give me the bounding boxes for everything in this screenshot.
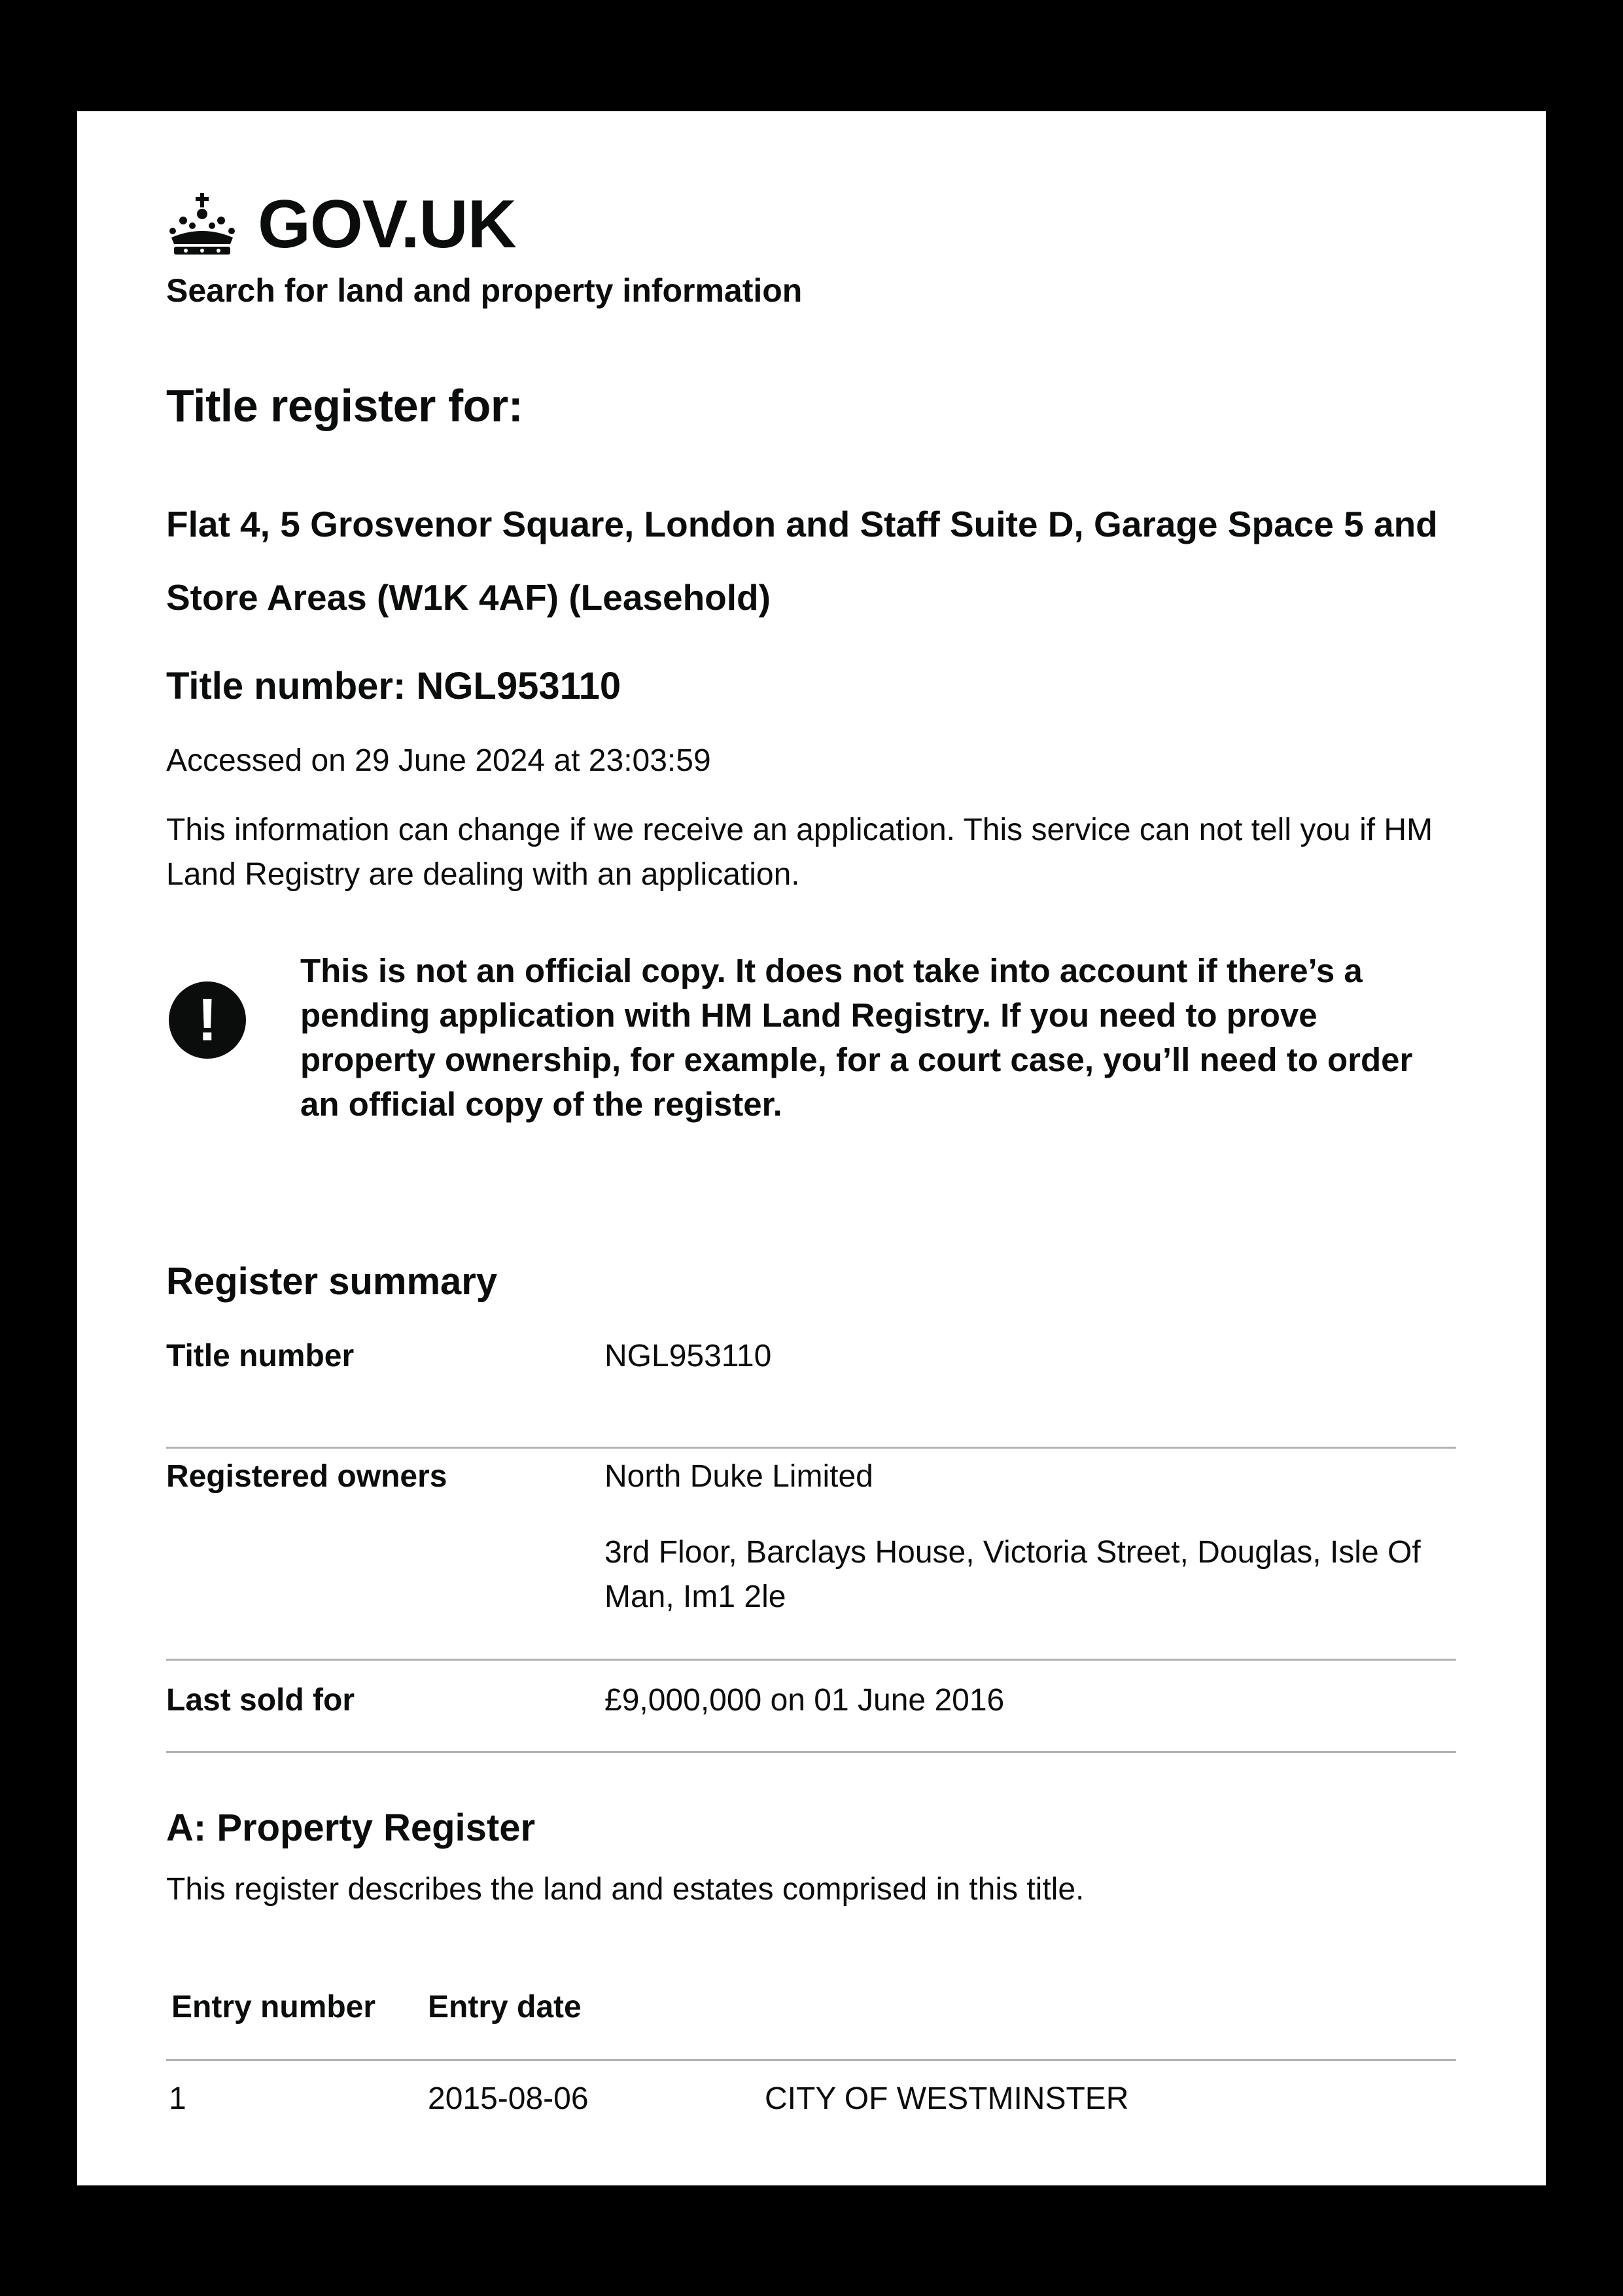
summary-value: NGL953110: [604, 1339, 772, 1373]
page-title: Title register for:: [166, 380, 523, 431]
owner-name: North Duke Limited: [604, 1459, 873, 1494]
warning-text: This is not an official copy. It does not take into account if there’s a pending application with HM Land Registry. If you need to prove property ownership, for example, for a court case, you’ll need to order an official copy of the register.: [300, 952, 1413, 1123]
summary-value: £9,000,000 on 01 June 2016: [604, 1683, 1005, 1718]
change-info-text: This information can change if we receive an application. This service can not tell you if HM Land Registry are dealing with an application.: [166, 813, 1433, 892]
summary-row-title-number: [166, 1328, 1456, 1449]
property-address: Flat 4, 5 Grosvenor Square, London and Staff Suite D, Garage Space 5 and Store Areas (W1K 4AF) (Leasehold): [166, 504, 1438, 618]
logo-text: GOV.UK: [258, 186, 516, 262]
entry-date-cell: 2015-08-06: [428, 2081, 589, 2116]
property-register-heading: A: Property Register: [166, 1807, 536, 1849]
column-header-entry-date: Entry date: [428, 1990, 582, 2024]
summary-value: [604, 1455, 1448, 1619]
accessed-timestamp: Accessed on 29 June 2024 at 23:03:59: [166, 743, 711, 778]
summary-key: Registered owners: [166, 1459, 447, 1494]
title-number-heading: Title number: NGL953110: [166, 665, 621, 707]
summary-key: Last sold for: [166, 1683, 355, 1718]
register-summary-heading: Register summary: [166, 1260, 498, 1303]
owner-address: 3rd Floor, Barclays House, Victoria Street, Douglas, Isle Of Man, Im1 2le: [604, 1535, 1421, 1614]
summary-row-registered-owners: [166, 1449, 1456, 1661]
entry-text-cell: CITY OF WESTMINSTER: [765, 2081, 1129, 2116]
entries-table-header: [166, 1983, 1456, 2061]
govuk-logo[interactable]: [166, 188, 516, 260]
property-register-description: This register describes the land and estates comprised in this title.: [166, 1872, 1085, 1907]
crown-icon: [166, 192, 238, 257]
warning-icon: !: [169, 981, 246, 1059]
summary-key: Title number: [166, 1339, 355, 1373]
document-page: [77, 111, 1546, 2185]
summary-row-last-sold: [166, 1661, 1456, 1753]
column-header-entry-number: Entry number: [171, 1990, 376, 2024]
entry-number-cell: 1: [169, 2081, 186, 2116]
service-name-link[interactable]: Search for land and property information: [166, 272, 803, 309]
